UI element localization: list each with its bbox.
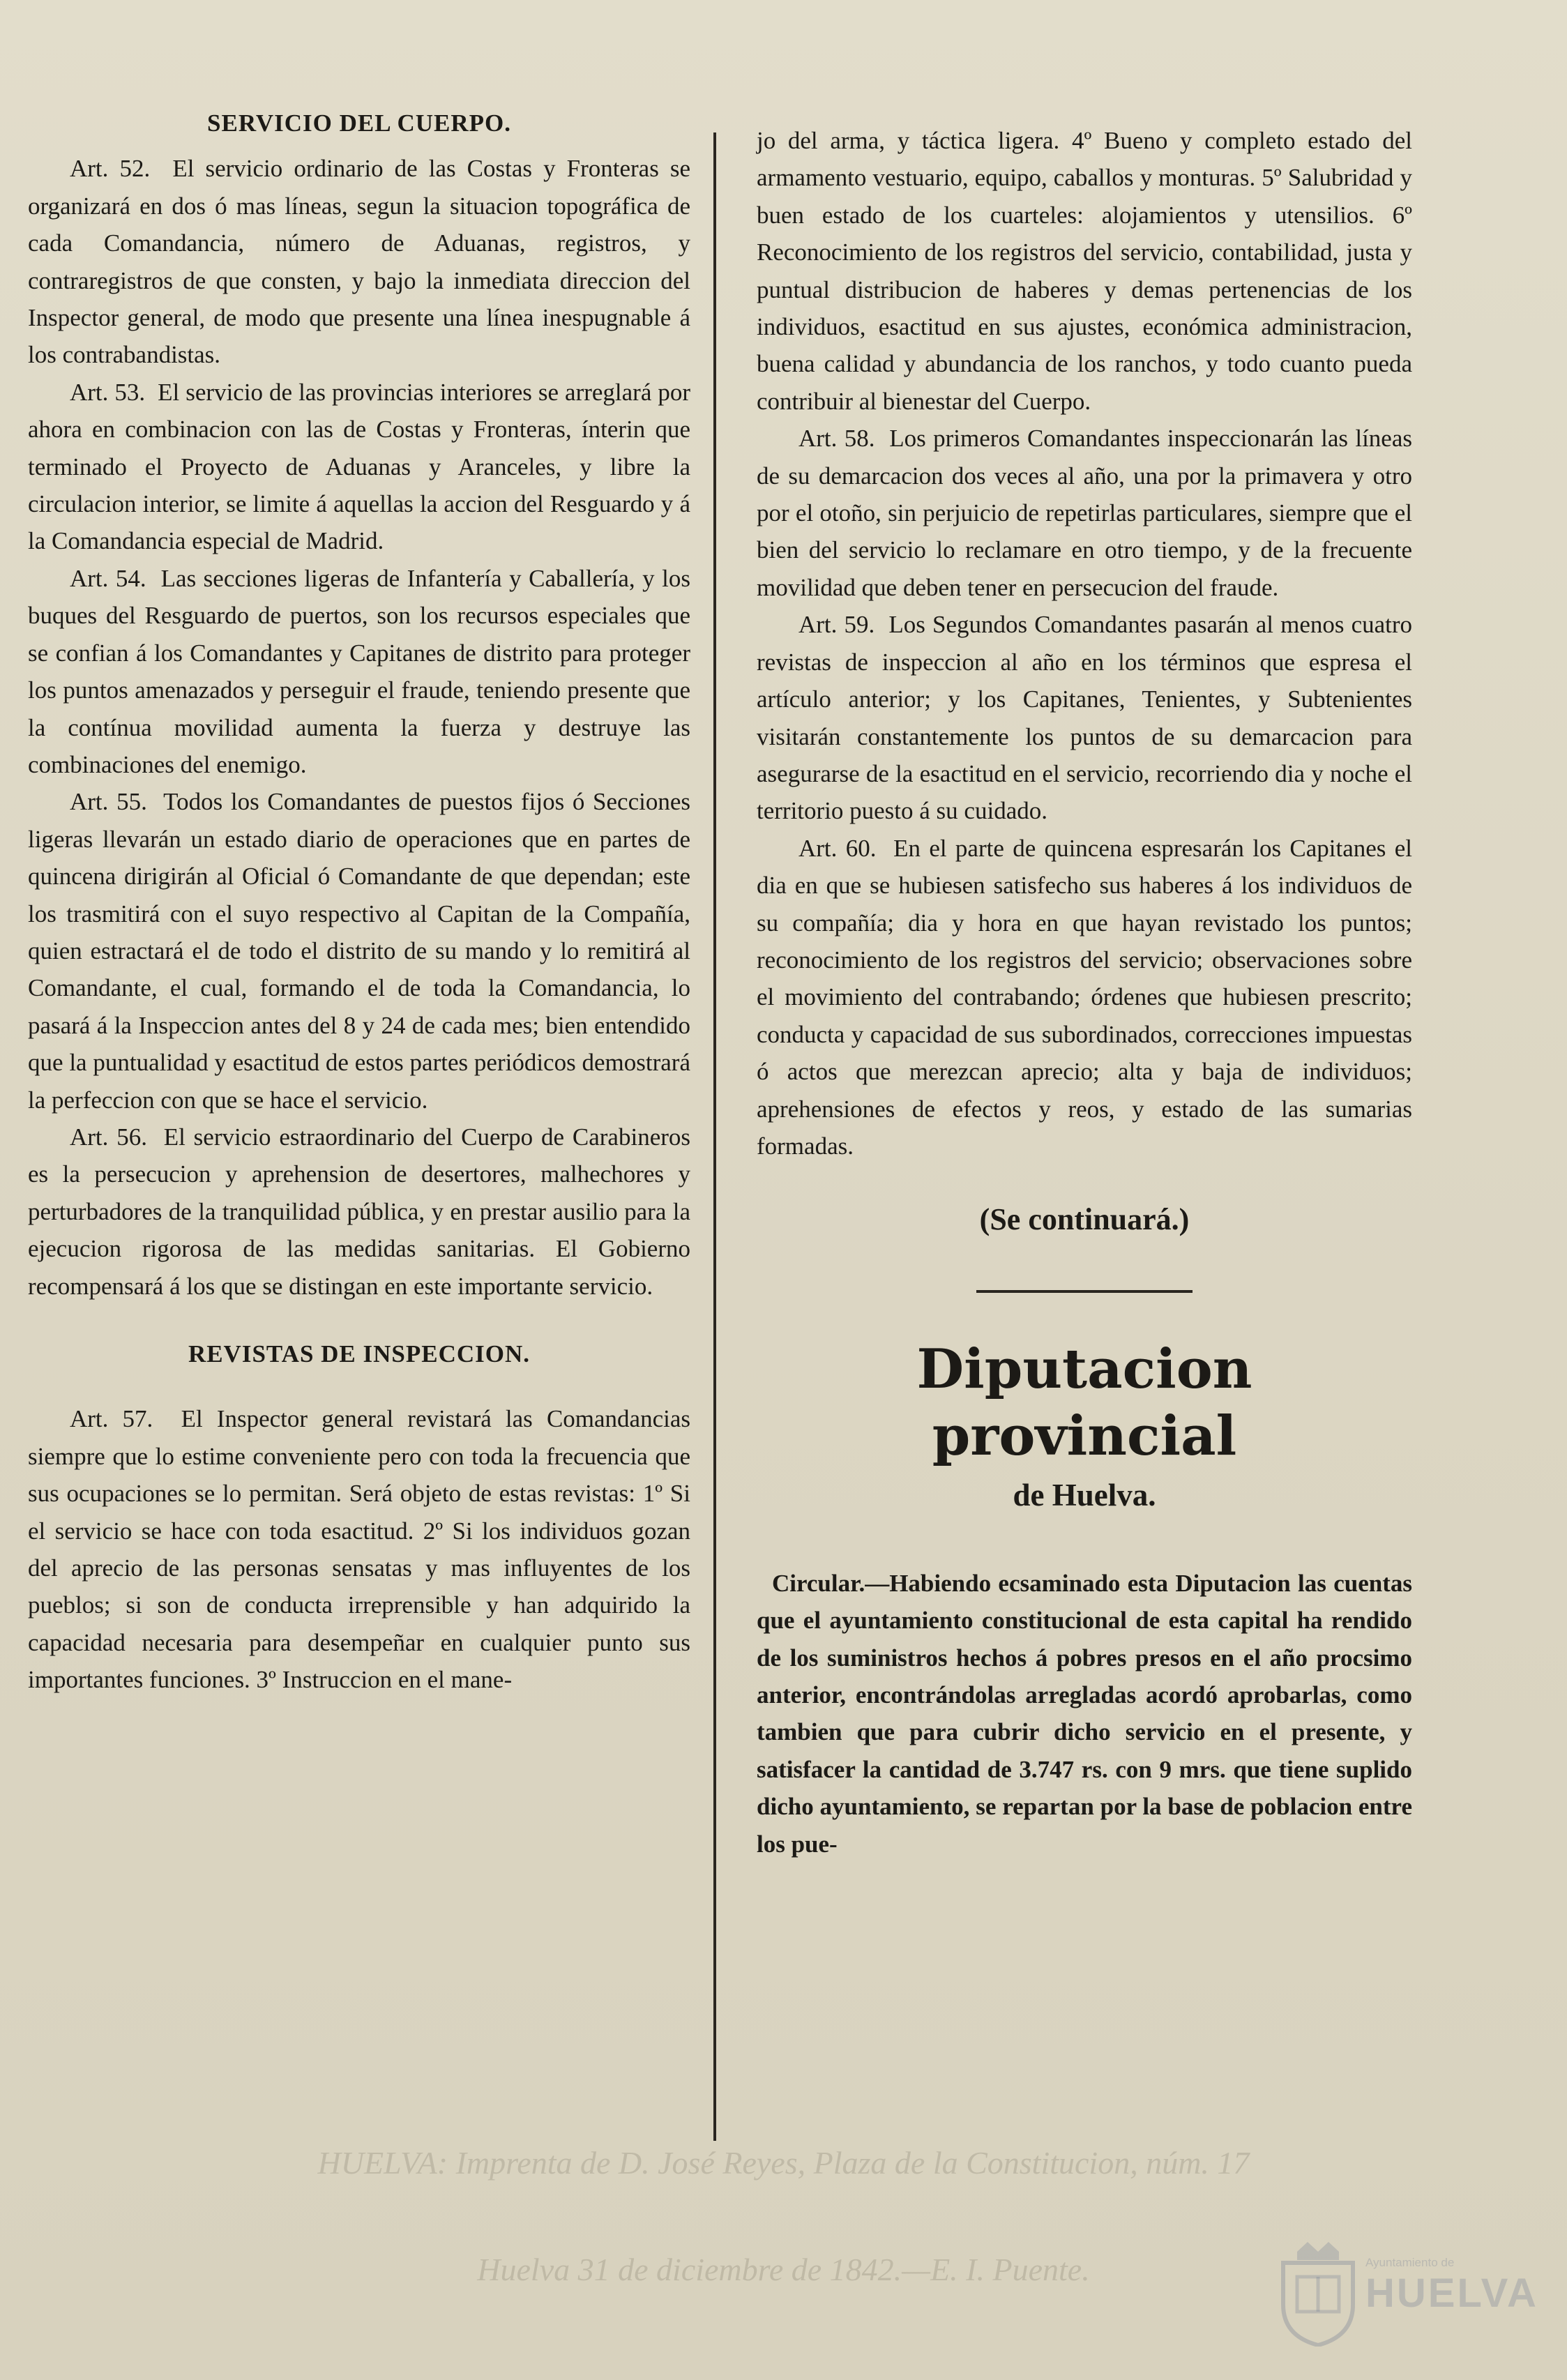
section-separator <box>976 1290 1193 1293</box>
article-text: En el parte de quincena espresarán los Capitanes el dia en que se hubiesen satisfecho sus haberes á los individuos de su compañía; dia y hora en que hayan revistado los puntos; reconocimiento de los registros del servicio; observaciones sobre el movimiento del contrabando; órdenes que hubiesen prescrito; conducta y capacidad de sus subordinados, correcciones impuestas ó actos que merezcan aprecio; alta y baja de individuos; aprehensiones de efectos y reos, y estado de las sumarias formadas. <box>757 834 1413 1160</box>
article-59 <box>757 606 1412 829</box>
article-55 <box>28 783 690 1119</box>
article-text: Los primeros Comandantes inspeccionarán las líneas de su demarcacion dos veces al año, una por la primavera y otro por el otoño, sin perjuicio de repetirlas particulares, siempre que el bien del servicio lo reclamare en otro tiempo, y de la frecuente movilidad que deben tener en persecucion del fraude. <box>757 425 1412 601</box>
article-60 <box>757 830 1412 1165</box>
article-text: El servicio estraordinario del Cuerpo de Carabineros es la persecucion y aprehension de desertores, malhechores y perturbadores de la tranquilidad pública, y en prestar ausilio para la ejecucion rigorosa de las medidas sanitarias. El Gobierno recompensará á los que se distingan en este importante servicio. <box>28 1123 691 1300</box>
article-number: Art. 59. <box>798 611 875 639</box>
article-text: El servicio de las provincias interiores se arreglará por ahora en combinacion con las de Costas y Fronteras, ínterin que terminado el Proyecto de Aduanas y Aranceles, y libre la circulacion interior, se limite á aquellas la accion del Resguardo y á la Comandancia especial de Madrid. <box>28 378 691 555</box>
article-text: El servicio ordinario de las Costas y Fronteras se organizará en dos ó mas líneas, segun la situacion topográfica de cada Comandancia, número de Aduanas, registros, y contraregistros de que consten, y bajo la inmediata direccion del Inspector general, de modo que presente una línea inespugnable á los contrabandistas. <box>28 155 691 369</box>
article-58 <box>757 420 1412 606</box>
article-57-continued: jo del arma, y táctica ligera. 4º Bueno y completo estado del armamento vestuario, equipo, caballos y monturas. 5º Salubridad y buen estado de los cuarteles: alojamientos y utensilios. 6º Reconocimiento de los registros del servicio, contabilidad, justa y puntual distribucion de haberes y demas pertenencias de los individuos, esactitud en sus ajustes, económica administracion, buena calidad y abundancia de los ranchos, y todo cuanto pueda contribuir al bienestar del Cuerpo. <box>757 127 1412 415</box>
servicio-heading: SERVICIO DEL CUERPO. <box>207 109 511 137</box>
article-number: Art. 55. <box>70 788 147 816</box>
article-number: Art. 60. <box>798 834 877 862</box>
article-text: Todos los Comandantes de puestos fijos ó Secciones ligeras llevarán un estado diario de operaciones que en partes de quincena dirigirán al Oficial ó Comandante de que dependan; este los trasmitirá con el suyo respectivo al Capitan de la Compañía, quien estractará el de todo el distrito de su mando y lo remitirá al Comandante, el cual, formando el de toda la Comandancia, lo pasará á la Inspeccion antes del 8 y 24 de cada mes; bien entendido que la puntualidad y esactitud de estos partes periódicos demostrará la perfeccion con que se hace el servicio. <box>28 788 690 1114</box>
article-text: Los Segundos Comandantes pasarán al menos cuatro revistas de inspeccion al año en los términos que espresa el artículo anterior; y los Capitanes, Tenientes, y Subtenientes visitarán constantemente los puntos de su demarcacion para asegurarse de la esactitud en el servicio, recorriendo dia y noche el territorio puesto á su cuidado. <box>757 611 1413 825</box>
article-number: Art. 58. <box>798 425 875 453</box>
article-52 <box>28 150 690 373</box>
article-number: Art. 56. <box>70 1123 148 1151</box>
article-53 <box>28 374 690 560</box>
watermark-small-text: Ayuntamiento de <box>1365 2256 1455 2269</box>
watermark-city: HUELVA <box>1365 2271 1538 2316</box>
article-text: El Inspector general revistará las Comandancias siempre que lo estime conveniente pero con toda la frecuencia que sus ocupaciones se lo permitan. Será objeto de estas revistas: 1º Si el servicio se hace con toda esactitud. 2º Si los individuos gozan del aprecio de las personas sensatas y mas influyentes de los pueblos; si son de conducta irreprensible y han adquirido la capacidad necesaria para desempeñar en cualquier punto sus importantes funciones. 3º Instruccion en el mane- <box>28 1405 690 1694</box>
continuara-note: (Se continuará.) <box>979 1202 1190 1237</box>
article-number: Art. 52. <box>70 155 151 183</box>
bleed-through-date: Huelva 31 de diciembre de 1842.—E. I. Puente. <box>477 2252 1090 2287</box>
article-number: Art. 53. <box>70 378 146 406</box>
article-56 <box>28 1119 690 1305</box>
diputacion-title: Diputacion provincial <box>916 1337 1252 1468</box>
archive-watermark <box>1276 2242 1538 2347</box>
article-number: Art. 54. <box>70 564 146 592</box>
bleed-through-imprint: HUELVA: Imprenta de D. José Reyes, Plaza de la Constitucion, núm. 17 <box>317 2145 1250 2181</box>
article-57 <box>28 1400 690 1698</box>
left-column <box>28 105 690 1699</box>
revistas-heading: REVISTAS DE INSPECCION. <box>188 1340 531 1367</box>
column-divider <box>713 132 716 2141</box>
right-column <box>757 122 1412 1863</box>
article-number: Art. 57. <box>70 1405 153 1433</box>
circular-text: Circular.—Habiendo ecsaminado esta Diputacion las cuentas que el ayuntamiento constitucional de esta capital ha rendido de los suministros hechos á pobres presos en el año procsimo anterior, encontrándolas arregladas acordó aprobarlas, como tambien que para cubrir dicho servicio en el presente, y satisfacer la cantidad de 3.747 rs. con 9 mrs. que tiene suplido dicho ayuntamiento, se repartan por la base de poblacion entre los pue- <box>757 1569 1412 1858</box>
article-54 <box>28 560 690 783</box>
article-text: Las secciones ligeras de Infantería y Caballería, y los buques del Resguardo de puertos, son los recursos especiales que se confian á los Comandantes y Capitanes de distrito para proteger los puntos amenazados y perseguir el fraude, teniendo presente que la contínua movilidad aumenta la fuerza y destruye las combinaciones del enemigo. <box>28 564 691 778</box>
diputacion-subtitle: de Huelva. <box>1013 1477 1156 1513</box>
coat-of-arms-icon <box>1276 2242 1360 2347</box>
